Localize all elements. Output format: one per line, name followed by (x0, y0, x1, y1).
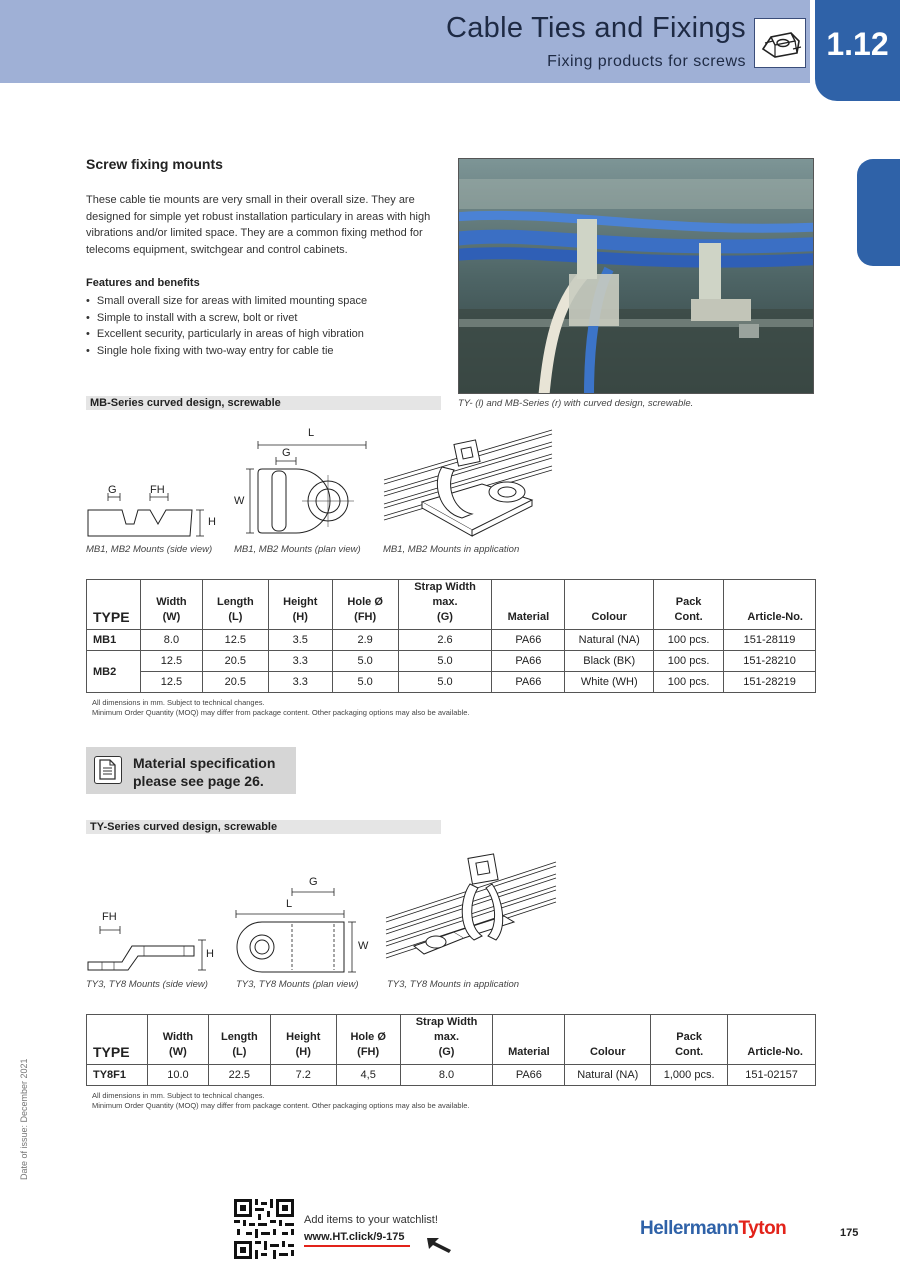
col-header-pack: Pack Cont. (651, 1015, 728, 1065)
cell-length: 20.5 (202, 651, 268, 672)
brand-logo-a: Hellermann (640, 1218, 739, 1239)
cell-pack: 100 pcs. (654, 672, 724, 693)
cell-height: 3.5 (268, 630, 332, 651)
cell-pack: 1,000 pcs. (651, 1065, 728, 1086)
col-header-length: Length (L) (202, 580, 268, 630)
section-title: Screw fixing mounts (86, 156, 223, 172)
brand-logo-b: Tyton (738, 1218, 787, 1239)
mb-note-dimensions: All dimensions in mm. Subject to technical changes. (92, 698, 265, 707)
ty-spec-table (86, 1014, 816, 1086)
link-underline (304, 1245, 410, 1247)
material-spec-line1: Material specification (133, 755, 276, 771)
col-header-article: Article-No. (728, 1015, 816, 1065)
mount-product-icon (754, 18, 806, 68)
dim-fh-label: FH (150, 484, 165, 496)
ty-plan-caption: TY3, TY8 Mounts (plan view) (236, 979, 359, 990)
col-header-strap-width: Strap Width max. (G) (398, 580, 492, 630)
dim-g-label: G (309, 876, 318, 888)
mb-application-drawing (382, 422, 557, 545)
cell-strap: 5.0 (398, 651, 492, 672)
col-header-width: Width (W) (147, 1015, 208, 1065)
mb-side-caption: MB1, MB2 Mounts (side view) (86, 544, 213, 555)
list-item: • Excellent security, particularly in areas of high vibration (86, 326, 446, 343)
table-row (87, 672, 816, 693)
cell-hole: 5.0 (332, 651, 398, 672)
cell-material: PA66 (492, 672, 565, 693)
table-row (87, 651, 816, 672)
arrow-pointer-icon (425, 1234, 453, 1259)
mb-plan-view-drawing (232, 425, 382, 545)
page-number: 175 (840, 1227, 859, 1239)
ty-plan-view-drawing (232, 872, 382, 979)
cell-strap: 8.0 (400, 1065, 493, 1086)
col-header-material: Material (493, 1015, 565, 1065)
watchlist-link[interactable] (304, 1231, 410, 1247)
cell-article[interactable]: 151-28119 (724, 630, 816, 651)
dim-w-label: W (234, 495, 245, 507)
watchlist-link-label[interactable]: www.HT.click/9-175 (304, 1231, 405, 1243)
col-header-height: Height (H) (270, 1015, 336, 1065)
col-header-height: Height (H) (268, 580, 332, 630)
cell-height: 7.2 (270, 1065, 336, 1086)
chapter-side-tab[interactable] (857, 159, 900, 266)
list-item: • Simple to install with a screw, bolt or rivet (86, 310, 446, 327)
col-header-type: TYPE (87, 1015, 148, 1065)
col-header-hole: Hole Ø (FH) (332, 580, 398, 630)
dim-l-label: L (286, 898, 293, 910)
features-heading: Features and benefits (86, 277, 200, 289)
mb-application-caption: MB1, MB2 Mounts in application (383, 544, 520, 555)
mb-side-view-drawing (80, 480, 230, 547)
ty-note-moq: Minimum Order Quantity (MOQ) may differ from package content. Other packaging options may also be available. (92, 1101, 470, 1110)
ty-side-view-drawing (82, 910, 222, 977)
list-item: • Small overall size for areas with limited mounting space (86, 293, 446, 310)
dim-fh-label: FH (102, 911, 117, 923)
cell-hole: 5.0 (332, 672, 398, 693)
cell-hole: 2.9 (332, 630, 398, 651)
cell-colour: White (WH) (565, 672, 654, 693)
col-header-article: Article-No. (724, 580, 816, 630)
mb-note-moq: Minimum Order Quantity (MOQ) may differ from package content. Other packaging options may also be available. (92, 708, 470, 717)
watchlist-text: Add items to your watchlist! (304, 1214, 438, 1226)
cell-width: 10.0 (147, 1065, 208, 1086)
features-list (86, 293, 446, 360)
cell-width: 12.5 (140, 651, 202, 672)
ty-application-caption: TY3, TY8 Mounts in application (387, 979, 520, 990)
table-row (87, 1065, 816, 1086)
cell-width: 8.0 (140, 630, 202, 651)
ty-application-drawing (384, 848, 559, 975)
material-spec-line2: please see page 26. (133, 773, 264, 789)
cell-colour: Natural (NA) (565, 630, 654, 651)
ty-note-dimensions: All dimensions in mm. Subject to technical changes. (92, 1091, 265, 1100)
cell-article[interactable]: 151-28219 (724, 672, 816, 693)
mb-plan-caption: MB1, MB2 Mounts (plan view) (234, 544, 361, 555)
col-header-length: Length (L) (208, 1015, 270, 1065)
dim-h-label: H (206, 948, 214, 960)
mb-series-title: MB-Series curved design, screwable (86, 396, 441, 410)
dim-h-label: H (208, 516, 216, 528)
cell-height: 3.3 (268, 651, 332, 672)
cell-article[interactable]: 151-02157 (728, 1065, 816, 1086)
col-header-type: TYPE (87, 580, 141, 630)
cell-type: TY8F1 (87, 1065, 148, 1086)
cell-material: PA66 (492, 651, 565, 672)
cell-height: 3.3 (268, 672, 332, 693)
cell-colour: Natural (NA) (565, 1065, 651, 1086)
dim-g-label: G (282, 447, 291, 459)
cell-pack: 100 pcs. (654, 651, 724, 672)
cell-pack: 100 pcs. (654, 630, 724, 651)
chapter-number: 1.12 (815, 0, 900, 101)
col-header-material: Material (492, 580, 565, 630)
list-item: • Single hole fixing with two-way entry for cable tie (86, 343, 446, 360)
mb-spec-table (86, 579, 816, 693)
ty-series-title: TY-Series curved design, screwable (86, 820, 441, 834)
product-photo (458, 158, 814, 394)
col-header-colour: Colour (565, 1015, 651, 1065)
brand-logo (640, 1218, 786, 1240)
col-header-pack: Pack Cont. (654, 580, 724, 630)
col-header-strap-width: Strap Width max. (G) (400, 1015, 493, 1065)
col-header-width: Width (W) (140, 580, 202, 630)
cell-length: 12.5 (202, 630, 268, 651)
dim-l-label: L (308, 427, 315, 439)
photo-caption: TY- (l) and MB-Series (r) with curved design, screwable. (458, 398, 694, 409)
page-title: Cable Ties and Fixings (446, 12, 746, 44)
table-row (87, 630, 816, 651)
qr-code[interactable] (234, 1199, 294, 1259)
ty-side-caption: TY3, TY8 Mounts (side view) (86, 979, 208, 990)
dim-g-label: G (108, 484, 117, 496)
cell-width: 12.5 (140, 672, 202, 693)
cell-length: 22.5 (208, 1065, 270, 1086)
col-header-hole: Hole Ø (FH) (336, 1015, 400, 1065)
intro-paragraph: These cable tie mounts are very small in their overall size. They are designed for simple yet robust installation particulary in areas with high vibrations and/or limited space. They are a common fixing method for telecoms equipment, switchgear and control cabinets. (86, 194, 431, 256)
cell-hole: 4,5 (336, 1065, 400, 1086)
material-spec-link[interactable] (86, 747, 296, 794)
cell-material: PA66 (492, 630, 565, 651)
cell-strap: 2.6 (398, 630, 492, 651)
cell-material: PA66 (493, 1065, 565, 1086)
document-icon (94, 756, 122, 784)
cell-colour: Black (BK) (565, 651, 654, 672)
material-spec-text (133, 754, 275, 790)
col-header-colour: Colour (565, 580, 654, 630)
cell-length: 20.5 (202, 672, 268, 693)
cell-type: MB2 (87, 651, 141, 693)
dim-w-label: W (358, 940, 369, 952)
page-subtitle: Fixing products for screws (547, 53, 746, 70)
date-of-issue: Date of issue: December 2021 (19, 1058, 29, 1180)
cell-article[interactable]: 151-28210 (724, 651, 816, 672)
cell-strap: 5.0 (398, 672, 492, 693)
cell-type: MB1 (87, 630, 141, 651)
